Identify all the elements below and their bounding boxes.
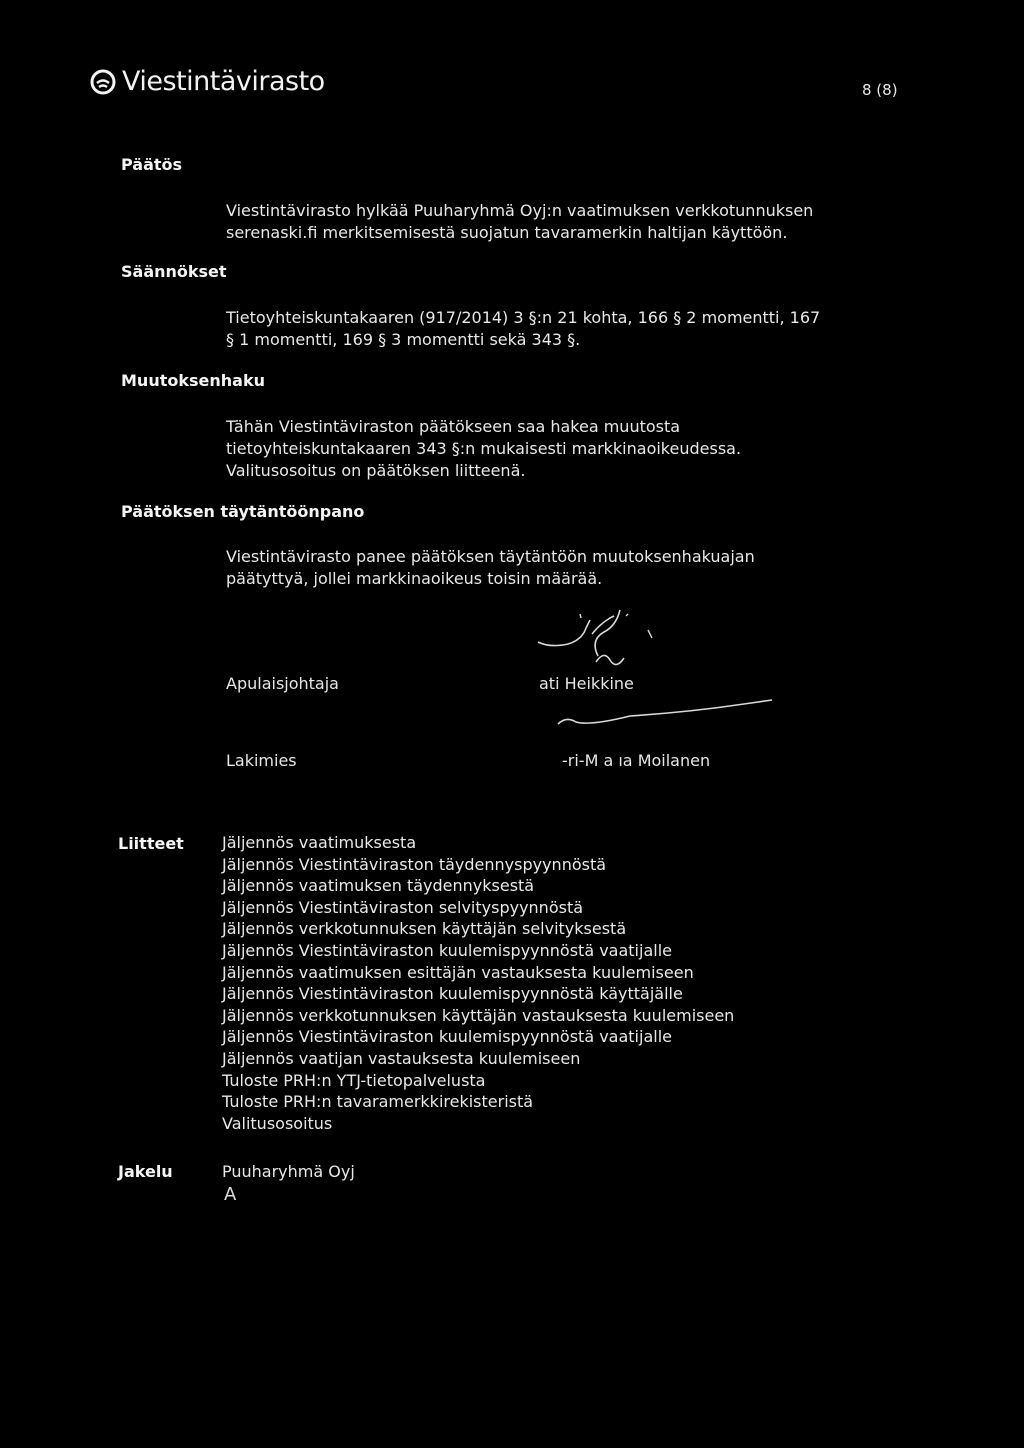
taytantoonpano-line: Viestintävirasto panee päätöksen täytäntöön muutoksenhakuajan xyxy=(226,547,755,566)
list-item: Jäljennös Viestintäviraston kuulemispyynnöstä käyttäjälle xyxy=(222,984,683,1004)
list-item: Valitusosoitus xyxy=(222,1113,333,1133)
list-item: Jäljennös Viestintäviraston selvityspyynnöstä xyxy=(222,897,584,917)
logo-text: Viestintävirasto xyxy=(122,66,325,97)
attachments-list xyxy=(222,832,734,1134)
jakelu-recipient: Puuharyhmä Oyj xyxy=(222,1162,355,1181)
list-item: Jäljennös Viestintäviraston kuulemispyynnöstä vaatijalle xyxy=(222,1027,672,1047)
heading-jakelu: Jakelu xyxy=(118,1162,173,1181)
viestintavirasto-logo-icon xyxy=(90,69,116,95)
list-item: Jäljennös Viestintäviraston täydennyspyynnöstä xyxy=(222,854,607,874)
signature-name-2: -ri-M a ıa Moilanen xyxy=(562,751,711,770)
page-number: 8 (8) xyxy=(862,81,898,99)
muutoksenhaku-line: Valitusosoitus on päätöksen liitteenä. xyxy=(226,461,526,480)
heading-taytantoonpano: Päätöksen täytäntöönpano xyxy=(121,502,365,521)
muutoksenhaku-line: Tähän Viestintäviraston päätökseen saa hakea muutosta xyxy=(226,417,681,436)
list-item: Jäljennös vaatimuksen esittäjän vastauksesta kuulemiseen xyxy=(222,962,694,982)
paragraph-saannokset xyxy=(226,307,820,351)
heading-muutoksenhaku: Muutoksenhaku xyxy=(121,371,265,390)
signature-name-1: ati Heikkine xyxy=(539,674,634,693)
muutoksenhaku-line: tietoyhteiskuntakaaren 343 §:n mukaisesti markkinaoikeudessa. xyxy=(226,439,742,458)
heading-paatos: Päätös xyxy=(121,155,183,174)
list-item: Jäljennös vaatimuksesta xyxy=(222,833,417,852)
logo xyxy=(90,66,325,97)
signature-title-1: Apulaisjohtaja xyxy=(226,674,339,693)
saannokset-line: Tietoyhteiskuntakaaren (917/2014) 3 §:n 21 kohta, 166 § 2 momentti, 167 xyxy=(226,308,821,327)
taytantoonpano-line: päätyttyä, jollei markkinaoikeus toisin määrää. xyxy=(226,569,603,588)
list-item: Tuloste PRH:n tavaramerkkirekisteristä xyxy=(222,1092,534,1112)
paragraph-taytantoonpano xyxy=(226,546,755,590)
jakelu-mark: A xyxy=(224,1184,237,1205)
list-item: Jäljennös verkkotunnuksen käyttäjän selvityksestä xyxy=(222,919,627,939)
paatos-line: serenaski.fi merkitsemisestä suojatun tavaramerkin haltijan käyttöön. xyxy=(226,223,788,242)
paragraph-paatos xyxy=(226,200,813,244)
list-item: Tuloste PRH:n YTJ-tietopalvelusta xyxy=(222,1070,486,1090)
signature-title-2: Lakimies xyxy=(226,751,297,770)
list-item: Jäljennös Viestintäviraston kuulemispyynnöstä vaatijalle xyxy=(222,940,672,960)
saannokset-line: § 1 momentti, 169 § 3 momentti sekä 343 §. xyxy=(226,330,581,349)
heading-saannokset: Säännökset xyxy=(121,262,227,281)
list-item: Jäljennös verkkotunnuksen käyttäjän vastauksesta kuulemiseen xyxy=(222,1005,735,1025)
list-item: Jäljennös vaatimuksen täydennyksestä xyxy=(222,876,535,896)
paragraph-muutoksenhaku xyxy=(226,416,741,482)
paatos-line: Viestintävirasto hylkää Puuharyhmä Oyj:n vaatimuksen verkkotunnuksen xyxy=(226,201,814,220)
list-item: Jäljennös vaatijan vastauksesta kuulemiseen xyxy=(222,1048,581,1068)
heading-liitteet: Liitteet xyxy=(118,834,184,853)
